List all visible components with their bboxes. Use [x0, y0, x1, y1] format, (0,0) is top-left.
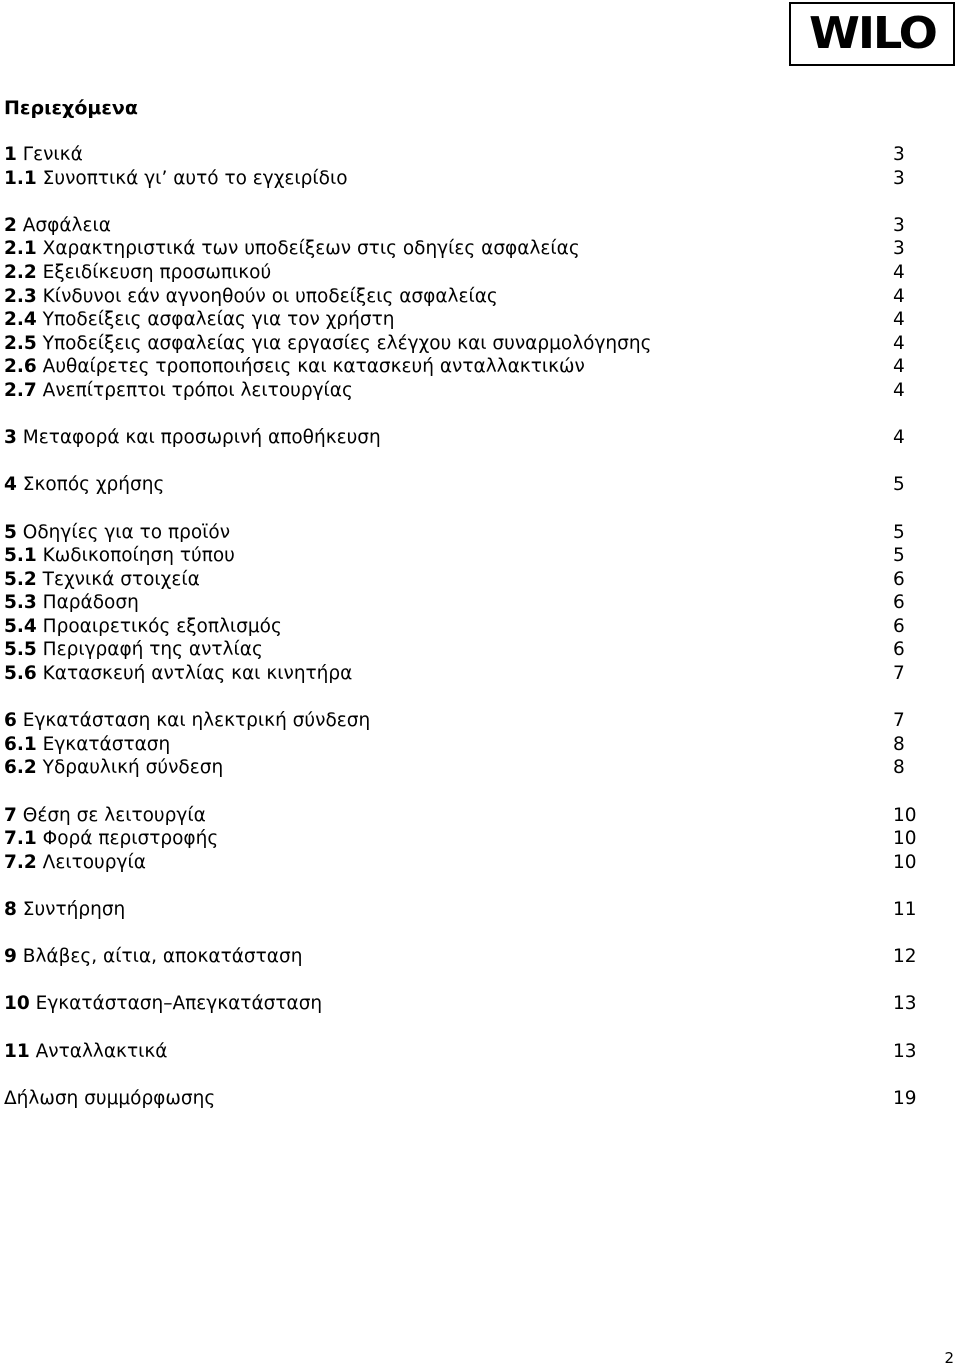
toc-entry-title: Σκοπός χρήσης: [22, 474, 165, 496]
toc-entry-page: 6: [893, 568, 905, 590]
toc-section-group: [4, 143, 917, 190]
toc-entry-number: 10: [4, 993, 30, 1015]
toc-section-group: [4, 473, 917, 497]
toc-entry-title: Βλάβες, αίτια, αποκατάσταση: [22, 946, 303, 968]
toc-entry-title: Οδηγίες για το προϊόν: [22, 521, 231, 543]
toc-section-group: [4, 709, 917, 780]
toc-entry-number: 2.6: [4, 356, 37, 378]
toc-entry: [4, 379, 917, 403]
toc-entry-title: Κωδικοποίηση τύπου: [42, 545, 235, 567]
wilo-logo-text: WILO: [808, 8, 936, 59]
toc-entry: [4, 591, 917, 615]
toc-entry-number: 7.1: [4, 828, 37, 850]
toc-entry-title: Μεταφορά και προσωρινή αποθήκευση: [22, 427, 381, 449]
toc-entry-page: 10: [893, 828, 917, 850]
toc-entry: [4, 733, 917, 757]
toc-entry-page: 13: [893, 993, 917, 1015]
toc-entry: [4, 638, 917, 662]
toc-entry-title: Κατασκευή αντλίας και κινητήρα: [42, 663, 353, 685]
toc-entry-title: Υποδείξεις ασφαλείας για εργασίες ελέγχου και συναρμολόγησης: [42, 332, 652, 354]
toc-entry-page: 7: [893, 663, 905, 685]
toc-entry-title: Χαρακτηριστικά των υποδείξεων στις οδηγίες ασφαλείας: [42, 238, 580, 260]
toc-entry: [4, 851, 917, 875]
toc-entry-number: 6.2: [4, 757, 37, 779]
toc-section-group: [4, 898, 917, 922]
toc-entry-number: 5.6: [4, 663, 37, 685]
toc-entry-number: 3: [4, 427, 17, 449]
toc-entry: [4, 1087, 917, 1111]
toc-section-group: [4, 804, 917, 875]
toc-entry-page: 4: [893, 427, 905, 449]
toc-entry-page: 3: [893, 167, 905, 189]
toc-entry-number: 5.1: [4, 545, 37, 567]
toc-section-group: [4, 521, 917, 686]
toc-entry-number: 2.7: [4, 379, 37, 401]
toc-entry-title: Συντήρηση: [22, 899, 126, 920]
toc-entry-title: Εξειδίκευση προσωπικού: [42, 261, 272, 283]
toc-entry-page: 4: [893, 332, 905, 354]
toc-entry-number: 2.2: [4, 261, 37, 283]
toc-section-group: [4, 1040, 917, 1064]
toc-entry-title: Συνοπτικά γι’ αυτό το εγχειρίδιο: [42, 167, 348, 189]
toc-section-group: [4, 426, 917, 450]
toc-title: Περιεχόμενα: [4, 97, 138, 119]
toc-entry: [4, 662, 917, 686]
toc-entry: [4, 237, 917, 261]
toc-entry-page: 5: [893, 545, 905, 567]
toc-entry-page: 13: [893, 1040, 917, 1062]
toc-entry-title: Φορά περιστροφής: [42, 828, 219, 850]
toc-entry: [4, 544, 917, 568]
toc-entry-page: 8: [893, 757, 905, 779]
toc-entry-title: Θέση σε λειτουργία: [22, 804, 206, 826]
toc-entry-title: Προαιρετικός εξοπλισμός: [42, 615, 282, 637]
toc-entry-number: 1.1: [4, 167, 37, 189]
toc-entry-page: 10: [893, 851, 917, 873]
toc-entry-title: Περιγραφή της αντλίας: [42, 639, 263, 661]
toc-entry: [4, 143, 917, 167]
toc-entry-page: 4: [893, 309, 905, 331]
toc-entry-title: Αυθαίρετες τροποποιήσεις και κατασκευή ανταλλακτικών: [42, 356, 585, 378]
toc-entry-number: 2.4: [4, 309, 37, 331]
toc-entry-page: 4: [893, 379, 905, 401]
toc-entry: [4, 756, 917, 780]
toc-entry-page: 4: [893, 261, 905, 283]
toc-entry: [4, 473, 917, 497]
toc-entry: [4, 615, 917, 639]
toc-entry-page: 5: [893, 521, 905, 543]
toc-entry-page: 6: [893, 639, 905, 661]
toc-entry-title: Τεχνικά στοιχεία: [42, 568, 200, 590]
toc-entry-title: Εγκατάσταση και ηλεκτρική σύνδεση: [22, 710, 371, 732]
toc-entry-number: 11: [4, 1040, 30, 1062]
toc-section-group: [4, 992, 917, 1016]
toc-section-group: [4, 1087, 917, 1111]
toc-entry-number: 8: [4, 899, 17, 920]
toc-entry-title: Ανεπίτρεπτοι τρόποι λειτουργίας: [42, 379, 353, 401]
page-number: 2: [944, 1349, 954, 1367]
toc-entry-number: 5.5: [4, 639, 37, 661]
toc-entry: [4, 521, 917, 545]
toc-entry: [4, 332, 917, 356]
toc-entry-number: 5.2: [4, 568, 37, 590]
toc-entry: [4, 945, 917, 969]
toc-entry: [4, 261, 917, 285]
toc-entry-page: 5: [893, 474, 905, 496]
toc-entry-number: 6.1: [4, 733, 37, 755]
toc-entry-page: 8: [893, 733, 905, 755]
toc-entry-page: 3: [893, 214, 905, 236]
toc-entry-number: 4: [4, 474, 17, 496]
toc-entry-page: 4: [893, 356, 905, 378]
toc-entry-number: 7: [4, 804, 17, 826]
wilo-logo: [789, 2, 955, 66]
toc-entry-page: 3: [893, 238, 905, 260]
toc-entry-title: Δήλωση συμμόρφωσης: [4, 1087, 216, 1109]
toc-entry-number: 2.3: [4, 285, 37, 307]
toc-entry-number: 5.4: [4, 615, 37, 637]
toc-entry-title: Λειτουργία: [42, 851, 146, 873]
toc-entry-title: Ασφάλεια: [22, 214, 111, 236]
toc-entry-title: Εγκατάσταση–Απεγκατάσταση: [35, 993, 323, 1015]
toc-entry-number: 2.1: [4, 238, 37, 260]
toc-entry: [4, 1040, 917, 1064]
toc-entry-page: 10: [893, 804, 917, 826]
toc-entry: [4, 898, 917, 922]
toc-entry-title: Παράδοση: [42, 592, 139, 614]
toc-entry: [4, 285, 917, 309]
toc-entry: [4, 214, 917, 238]
toc-section-group: [4, 214, 917, 403]
toc-entry-page: 6: [893, 615, 905, 637]
toc-entry-title: Υδραυλική σύνδεση: [42, 757, 224, 779]
toc-entry-page: 4: [893, 285, 905, 307]
toc-entry-number: 1: [4, 144, 17, 165]
toc-entry-page: 3: [893, 144, 905, 165]
toc-entry-number: 5.3: [4, 592, 37, 614]
toc-entry: [4, 709, 917, 733]
toc-entry-page: 6: [893, 592, 905, 614]
toc-entry-number: 9: [4, 946, 17, 968]
toc-entry-number: 2: [4, 214, 17, 236]
toc-entry: [4, 426, 917, 450]
toc-section-group: [4, 945, 917, 969]
toc-entry: [4, 804, 917, 828]
toc-entry-title: Εγκατάσταση: [42, 733, 171, 755]
toc-entry-number: 7.2: [4, 851, 37, 873]
table-of-contents: [4, 143, 917, 1134]
toc-entry-title: Ανταλλακτικά: [35, 1040, 168, 1062]
toc-entry-number: 2.5: [4, 332, 37, 354]
toc-entry: [4, 308, 917, 332]
toc-entry-title: Κίνδυνοι εάν αγνοηθούν οι υποδείξεις ασφαλείας: [42, 285, 498, 307]
toc-entry-number: 6: [4, 710, 17, 732]
toc-entry: [4, 568, 917, 592]
toc-entry-page: 7: [893, 710, 905, 732]
toc-entry-page: 19: [893, 1087, 917, 1109]
toc-entry-title: Υποδείξεις ασφαλείας για τον χρήστη: [42, 309, 395, 331]
toc-entry-title: Γενικά: [22, 144, 83, 165]
toc-entry: [4, 167, 917, 191]
toc-entry: [4, 827, 917, 851]
toc-entry-number: 5: [4, 521, 17, 543]
toc-entry-page: 11: [893, 899, 917, 920]
toc-entry-page: 12: [893, 946, 917, 968]
toc-entry: [4, 355, 917, 379]
toc-entry: [4, 992, 917, 1016]
